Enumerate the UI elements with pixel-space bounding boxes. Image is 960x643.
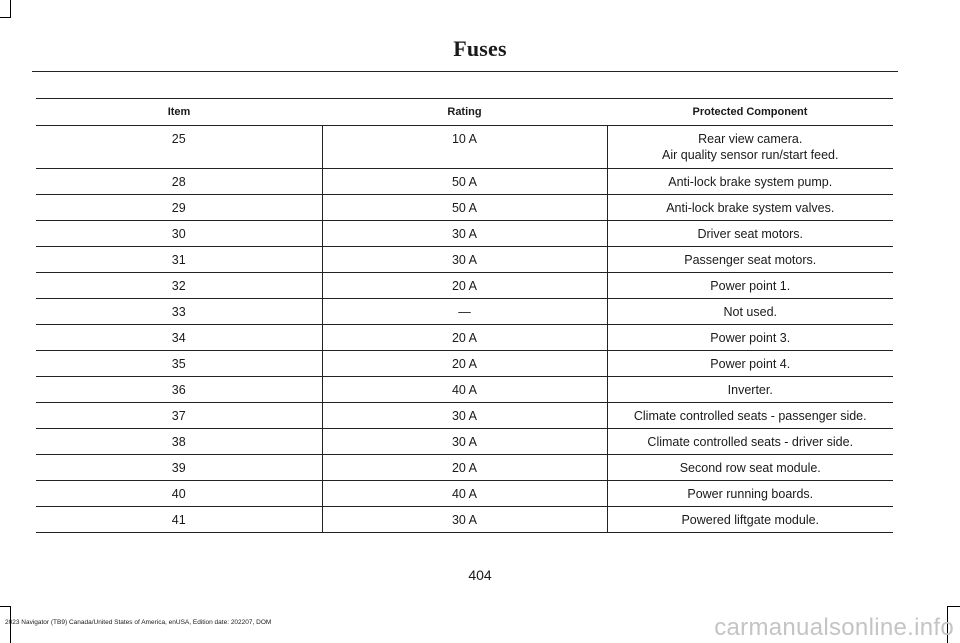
crop-mark-top-left-horizontal: [0, 17, 11, 18]
component-line: Rear view camera.: [698, 132, 803, 146]
table-row: [36, 377, 893, 403]
component-line: Inverter.: [727, 383, 773, 397]
table-row: [36, 247, 893, 273]
crop-mark-bottom-left-horizontal: [0, 606, 11, 607]
cell-rating: 30 A: [322, 403, 607, 429]
cell-protected-component: [607, 481, 893, 507]
table-row: [36, 169, 893, 195]
component-line: Anti-lock brake system valves.: [666, 201, 835, 215]
component-line: Not used.: [723, 305, 777, 319]
cell-item: 35: [36, 351, 322, 377]
table-header-row: [36, 99, 893, 126]
page-title: Fuses: [453, 36, 507, 61]
cell-rating: 20 A: [322, 273, 607, 299]
component-line: Second row seat module.: [679, 461, 821, 475]
cell-protected-component: [607, 455, 893, 481]
component-line: Power running boards.: [687, 487, 814, 501]
cell-rating: 40 A: [322, 481, 607, 507]
component-line: Power point 4.: [710, 357, 791, 371]
component-line: Climate controlled seats - passenger side.: [633, 409, 867, 423]
cell-item: 37: [36, 403, 322, 429]
cell-protected-component: [607, 169, 893, 195]
table-row: [36, 195, 893, 221]
component-line: Powered liftgate module.: [681, 513, 820, 527]
table-row: [36, 429, 893, 455]
cell-item: 32: [36, 273, 322, 299]
table-row: [36, 221, 893, 247]
cell-rating: 40 A: [322, 377, 607, 403]
table-row: [36, 126, 893, 169]
cell-item: 34: [36, 325, 322, 351]
cell-rating: 30 A: [322, 429, 607, 455]
table-row: [36, 403, 893, 429]
fuse-table-body: [36, 126, 893, 533]
cell-rating: —: [322, 299, 607, 325]
cell-rating: 30 A: [322, 247, 607, 273]
component-line: Air quality sensor run/start feed.: [662, 148, 839, 162]
component-line: Climate controlled seats - driver side.: [647, 435, 854, 449]
cell-protected-component: [607, 195, 893, 221]
cell-item: 40: [36, 481, 322, 507]
cell-item: 36: [36, 377, 322, 403]
component-line: Driver seat motors.: [697, 227, 804, 241]
table-row: [36, 351, 893, 377]
cell-protected-component: [607, 273, 893, 299]
cell-protected-component: [607, 299, 893, 325]
table-row: [36, 481, 893, 507]
cell-item: 41: [36, 507, 322, 533]
cell-protected-component: [607, 403, 893, 429]
cell-protected-component: [607, 247, 893, 273]
watermark: carmanualsonline.info: [714, 614, 954, 641]
table-row: [36, 273, 893, 299]
cell-item: 29: [36, 195, 322, 221]
cell-rating: 20 A: [322, 351, 607, 377]
cell-item: 39: [36, 455, 322, 481]
cell-rating: 20 A: [322, 455, 607, 481]
component-line: Power point 3.: [710, 331, 791, 345]
component-line: Anti-lock brake system pump.: [668, 175, 833, 189]
title-rule: [32, 71, 898, 72]
cell-rating: 50 A: [322, 169, 607, 195]
table-row: [36, 299, 893, 325]
cell-item: 33: [36, 299, 322, 325]
cell-protected-component: [607, 507, 893, 533]
page-number: 404: [468, 567, 492, 583]
table-row: [36, 455, 893, 481]
crop-mark-top-left-vertical: [10, 0, 11, 17]
crop-mark-bottom-right-horizontal: [947, 606, 960, 607]
component-line: Power point 1.: [710, 279, 791, 293]
cell-rating: 50 A: [322, 195, 607, 221]
cell-rating: 30 A: [322, 507, 607, 533]
cell-rating: 30 A: [322, 221, 607, 247]
column-header-item: Item: [36, 99, 322, 126]
cell-protected-component: [607, 377, 893, 403]
cell-item: 38: [36, 429, 322, 455]
cell-item: 28: [36, 169, 322, 195]
cell-item: 31: [36, 247, 322, 273]
fuse-table: [36, 98, 893, 533]
table-row: [36, 507, 893, 533]
cell-item: 30: [36, 221, 322, 247]
cell-rating: 20 A: [322, 325, 607, 351]
cell-protected-component: [607, 325, 893, 351]
component-line: Passenger seat motors.: [684, 253, 817, 267]
cell-rating: 10 A: [322, 126, 607, 169]
table-row: [36, 325, 893, 351]
footer-edition-text: 2023 Navigator (TB9) Canada/United States of America, enUSA, Edition date: 202207, DOM: [5, 619, 272, 626]
cell-item: 25: [36, 126, 322, 169]
column-header-rating: Rating: [322, 99, 607, 126]
cell-protected-component: [607, 126, 893, 169]
cell-protected-component: [607, 429, 893, 455]
cell-protected-component: [607, 221, 893, 247]
cell-protected-component: [607, 351, 893, 377]
column-header-protected-component: Protected Component: [607, 99, 893, 126]
